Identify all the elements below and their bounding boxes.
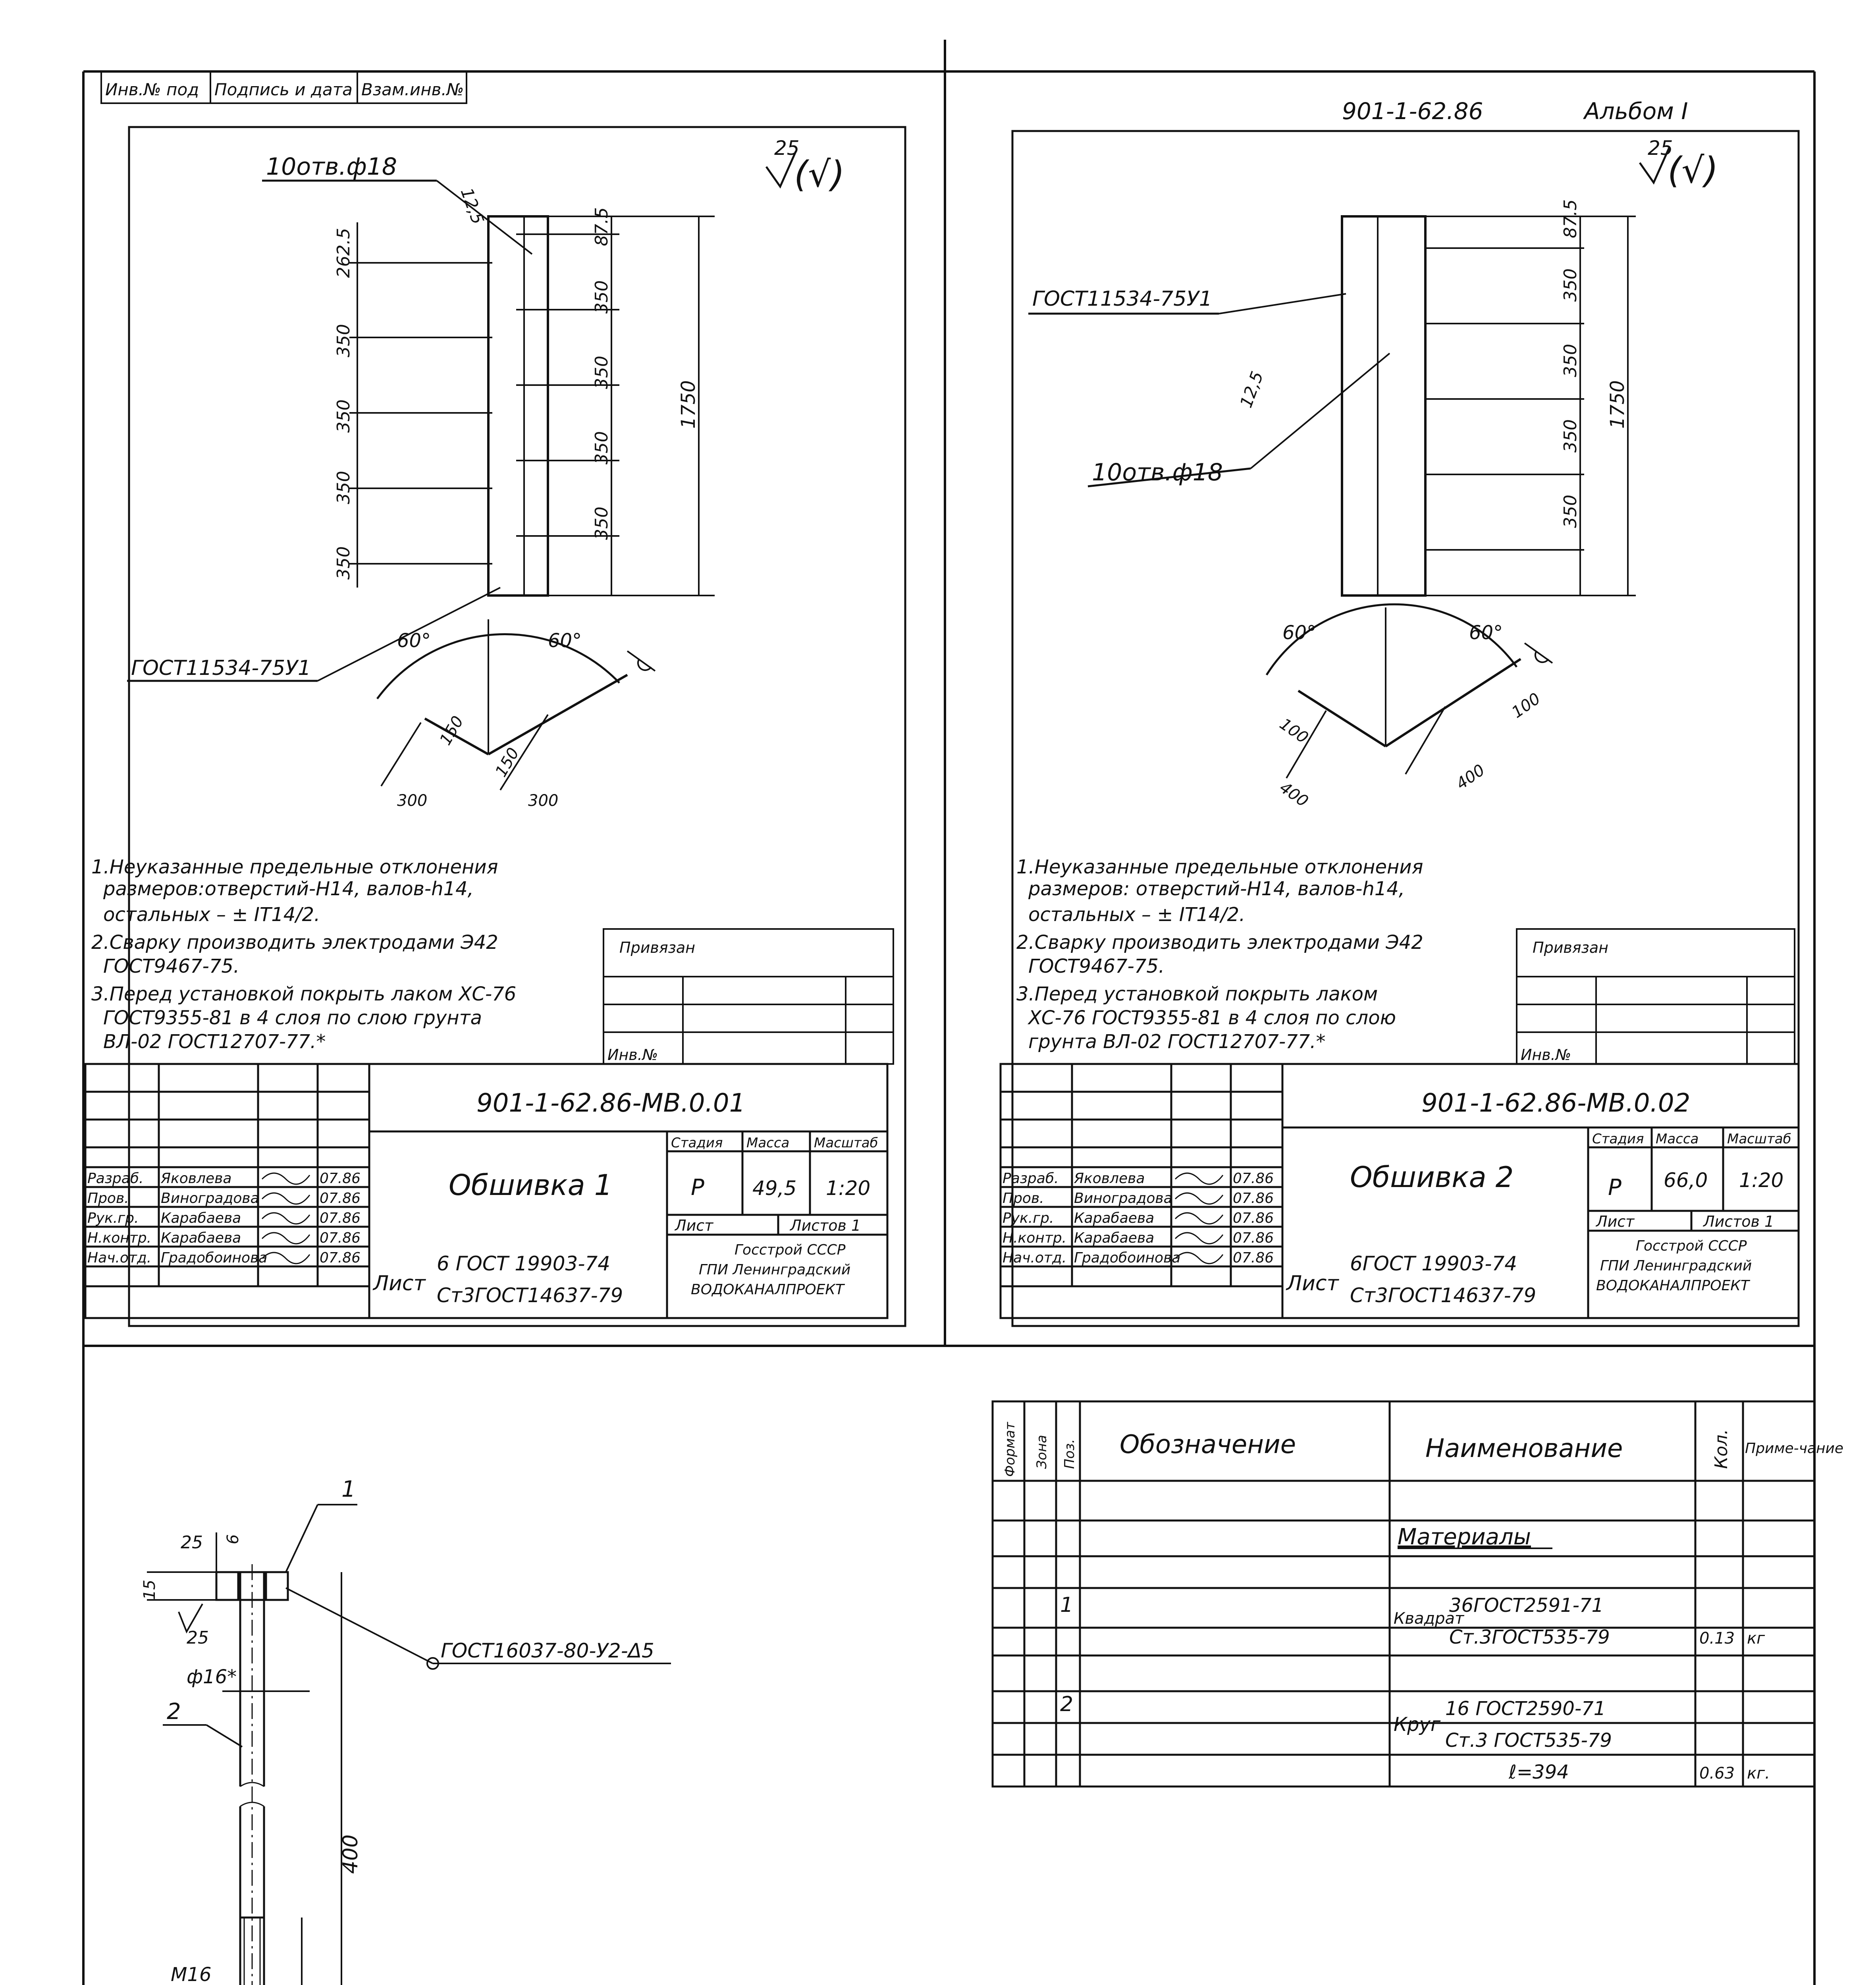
spec-h-note: Приме-чание	[1745, 1440, 1844, 1457]
privyazan-label: Привязан	[1533, 939, 1608, 956]
left-dim-5: 350	[334, 546, 354, 580]
spec-row2-pos: 2	[1060, 1692, 1074, 1716]
title1-sheet-h: Лист	[675, 1217, 713, 1234]
spec-row1-top: 36ГОСТ2591-71	[1449, 1594, 1604, 1617]
title2-name: Обшивка 2	[1350, 1160, 1514, 1194]
weld-dim-4: 300	[528, 792, 559, 810]
drawing-2	[1001, 137, 1799, 1318]
note-line: 3.Перед установкой покрыть лаком ХС-76	[91, 983, 517, 1005]
title1-date: 07.86	[320, 1210, 361, 1226]
note-line: ГОСТ9355-81 в 4 слоя по слою грунта	[103, 1007, 482, 1029]
title2-date: 07.86	[1233, 1230, 1274, 1246]
title1-date: 07.86	[320, 1250, 361, 1266]
roughness-mark: 25	[774, 137, 800, 160]
title2-code: 901-1-62.86-МВ.0.02	[1421, 1089, 1691, 1118]
title1-list-word: Лист	[373, 1272, 426, 1295]
title1-material-bot: Ст3ГОСТ14637-79	[437, 1284, 623, 1307]
weld-dim-3: 150	[492, 744, 523, 780]
gost-label: ГОСТ11534-75У1	[131, 656, 311, 680]
title1-mass: 49,5	[752, 1177, 797, 1200]
note-line: 3.Перед установкой покрыть лаком	[1016, 983, 1378, 1005]
bolt-rough-25: 25	[187, 1628, 209, 1648]
spec-row2-bot: Ст.3 ГОСТ535-79	[1445, 1729, 1612, 1752]
inv-cell-1: Инв.№ под	[105, 80, 199, 99]
spec-row2-length: ℓ=394	[1509, 1761, 1569, 1783]
note-line: 2.Сварку производить электродами Э42	[91, 931, 498, 954]
album-label: Альбом I	[1584, 98, 1688, 125]
title2-person: Виноградова	[1074, 1190, 1172, 1206]
title1-person: Карабаева	[161, 1210, 241, 1226]
spec-row1-bot: Ст.3ГОСТ535-79	[1449, 1626, 1610, 1648]
inv-cell-3: Взам.инв.№	[361, 80, 464, 99]
chamfer-label: 12,5	[1236, 368, 1267, 410]
right-dim-1: 87.5	[592, 207, 612, 246]
note-line: 1.Неуказанные предельные отклонения	[1016, 856, 1423, 878]
title1-stage: Р	[691, 1175, 704, 1201]
bolt-leader-1: 1	[341, 1476, 356, 1502]
title2-org-2: ГПИ Ленинградский	[1600, 1258, 1752, 1274]
spec-h-name: Наименование	[1425, 1434, 1623, 1463]
drawing-1	[85, 137, 893, 1318]
title2-person: Градобоинова	[1074, 1250, 1181, 1266]
weld-dim-1: 150	[436, 713, 467, 748]
spec-row2-qty: 0.63	[1699, 1764, 1735, 1783]
title1-scale: 1:20	[826, 1177, 871, 1200]
weld-dim-2: 300	[397, 792, 428, 810]
album-code: 901-1-62.86	[1342, 98, 1483, 125]
title2-role: Рук.гр.	[1003, 1210, 1054, 1226]
spec-row2-note: кг.	[1747, 1764, 1770, 1783]
title2-stage: Р	[1608, 1175, 1621, 1201]
title1-mass-h: Масса	[746, 1135, 790, 1151]
title2-mass: 66,0	[1664, 1169, 1708, 1192]
spec-h-pos: Поз.	[1062, 1439, 1078, 1469]
title1-date: 07.86	[320, 1190, 361, 1206]
note-line: ХС-76 ГОСТ9355-81 в 4 слоя по слою	[1028, 1007, 1396, 1029]
weld-dim-3: 100	[1508, 689, 1544, 722]
notes-2	[1016, 856, 1423, 1053]
bolt-dim-25: 25	[181, 1532, 203, 1553]
left-dim-4: 350	[334, 471, 354, 504]
right-dim-1: 87.5	[1560, 199, 1581, 238]
title2-material-top: 6ГОСТ 19903-74	[1350, 1252, 1517, 1275]
title1-material-top: 6 ГОСТ 19903-74	[437, 1252, 610, 1275]
inv-no-label: Инв.№	[607, 1046, 658, 1064]
title1-org-1: Госстрой СССР	[735, 1242, 846, 1258]
total-dim: 1750	[1606, 380, 1629, 429]
angle-right: 60°	[548, 630, 582, 652]
bolt-dim-6: 6	[224, 1534, 242, 1544]
right-dim-4: 350	[592, 431, 612, 464]
title1-role: Нач.отд.	[87, 1250, 152, 1266]
title2-list-word: Лист	[1286, 1272, 1339, 1295]
title2-date: 07.86	[1233, 1250, 1274, 1266]
title1-role: Н.контр.	[87, 1230, 152, 1246]
spec-table	[993, 1401, 1843, 1786]
spec-h-format: Формат	[1002, 1422, 1018, 1477]
left-dim-1: 262.5	[334, 228, 354, 278]
note-line: 1.Неуказанные предельные отклонения	[91, 856, 498, 878]
bolt-weld-gost: ГОСТ16037-80-У2-Δ5	[441, 1639, 654, 1662]
note-line: ВЛ-02 ГОСТ12707-77.*	[103, 1031, 326, 1053]
bolt-dim-15: 15	[141, 1580, 159, 1600]
title2-mass-h: Масса	[1656, 1131, 1699, 1147]
spec-row1-prefix: Квадрат	[1394, 1609, 1464, 1628]
right-dim-2: 350	[1560, 268, 1581, 302]
spec-h-zone: Зона	[1034, 1435, 1050, 1469]
right-dim-5: 350	[1560, 495, 1581, 528]
spec-row1-pos: 1	[1060, 1593, 1074, 1617]
title1-person: Градобоинова	[161, 1250, 268, 1266]
title1-role: Рук.гр.	[87, 1210, 139, 1226]
notes-1	[91, 856, 516, 1053]
title1-name: Обшивка 1	[449, 1168, 613, 1202]
spec-row2-prefix: Круг	[1394, 1713, 1441, 1736]
weld-dim-2: 400	[1276, 778, 1312, 811]
title1-date: 07.86	[320, 1170, 361, 1187]
title2-date: 07.86	[1233, 1210, 1274, 1226]
title2-person: Яковлева	[1074, 1170, 1145, 1187]
title2-stage-h: Стадия	[1592, 1131, 1644, 1147]
title1-sheets-h: Листов 1	[790, 1217, 861, 1234]
title2-role: Пров.	[1003, 1190, 1044, 1206]
spec-h-designation: Обозначение	[1120, 1430, 1296, 1459]
angle-left: 60°	[1282, 622, 1317, 644]
title1-org-3: ВОДОКАНАЛПРОЕКТ	[691, 1282, 844, 1298]
right-dim-2: 350	[592, 280, 612, 314]
spec-section: Материалы	[1398, 1524, 1531, 1550]
title1-person: Виноградова	[161, 1190, 259, 1206]
bolt-leader-2: 2	[167, 1699, 181, 1725]
note-line: остальных – ± IT14/2.	[1028, 904, 1246, 926]
title2-org-1: Госстрой СССР	[1636, 1238, 1747, 1254]
left-dim-2: 350	[334, 324, 354, 357]
title2-date: 07.86	[1233, 1190, 1274, 1206]
title1-role: Пров.	[87, 1190, 129, 1206]
title1-role: Разраб.	[87, 1170, 144, 1187]
title2-material-bot: Ст3ГОСТ14637-79	[1350, 1284, 1537, 1307]
privyazan-label: Привязан	[619, 939, 695, 956]
note-line: ГОСТ9467-75.	[1028, 955, 1165, 977]
note-line: остальных – ± IT14/2.	[103, 904, 320, 926]
inv-cell-2: Подпись и дата	[214, 80, 353, 99]
roughness-mark: 25	[1648, 137, 1673, 160]
title2-role: Нач.отд.	[1003, 1250, 1067, 1266]
gost-label: ГОСТ11534-75У1	[1032, 287, 1213, 311]
title2-role: Разраб.	[1003, 1170, 1059, 1187]
title1-scale-h: Масштаб	[814, 1135, 878, 1151]
title1-org-2: ГПИ Ленинградский	[699, 1262, 851, 1278]
title2-scale: 1:20	[1739, 1169, 1784, 1192]
bolt-length: 400	[339, 1834, 362, 1874]
note-line: грунта ВЛ-02 ГОСТ12707-77.*	[1028, 1031, 1326, 1053]
title2-role: Н.контр.	[1003, 1230, 1067, 1246]
left-dim-3: 350	[334, 399, 354, 433]
note-line: размеров:отверстий-Н14, валов-h14,	[103, 878, 474, 900]
holes-label: 10отв.ф18	[266, 153, 397, 181]
title2-person: Карабаева	[1074, 1210, 1155, 1226]
spec-row2-top: 16 ГОСТ2590-71	[1445, 1698, 1606, 1720]
title2-sheets-h: Листов 1	[1703, 1213, 1774, 1230]
bolt-diameter: ф16*	[187, 1666, 237, 1688]
angle-left: 60°	[397, 630, 431, 652]
title2-person: Карабаева	[1074, 1230, 1155, 1246]
bolt-drawing	[141, 1476, 962, 1985]
roughness-mark-sub: (√)	[1668, 150, 1718, 191]
title2-scale-h: Масштаб	[1727, 1131, 1791, 1147]
note-line: ГОСТ9467-75.	[103, 955, 240, 977]
weld-dim-1: 100	[1276, 715, 1312, 747]
title1-code: 901-1-62.86-МВ.0.01	[476, 1089, 746, 1118]
title1-person: Карабаева	[161, 1230, 241, 1246]
roughness-mark-sub: (√)	[794, 154, 845, 195]
total-dim: 1750	[677, 380, 700, 429]
title1-person: Яковлева	[161, 1170, 232, 1187]
angle-right: 60°	[1469, 622, 1503, 644]
inv-no-label: Инв.№	[1521, 1046, 1571, 1064]
bolt-thread: М16	[171, 1964, 212, 1985]
title2-sheet-h: Лист	[1596, 1213, 1635, 1230]
title1-stage-h: Стадия	[671, 1135, 723, 1151]
title2-org-3: ВОДОКАНАЛПРОЕКТ	[1596, 1278, 1749, 1294]
right-dim-5: 350	[592, 507, 612, 540]
right-dim-3: 350	[592, 356, 612, 389]
spec-h-qty: Кол.	[1711, 1429, 1731, 1469]
weld-dim-4: 400	[1453, 761, 1488, 794]
holes-label: 10отв.ф18	[1092, 459, 1223, 486]
spec-row1-qty: 0.13	[1699, 1629, 1735, 1648]
spec-row1-note: кг	[1747, 1629, 1765, 1648]
note-line: размеров: отверстий-Н14, валов-h14,	[1028, 878, 1405, 900]
note-line: 2.Сварку производить электродами Э42	[1016, 931, 1423, 954]
chamfer-label: 12,5	[457, 185, 488, 227]
title1-date: 07.86	[320, 1230, 361, 1246]
right-dim-3: 350	[1560, 344, 1581, 377]
title2-date: 07.86	[1233, 1170, 1274, 1187]
right-dim-4: 350	[1560, 419, 1581, 453]
